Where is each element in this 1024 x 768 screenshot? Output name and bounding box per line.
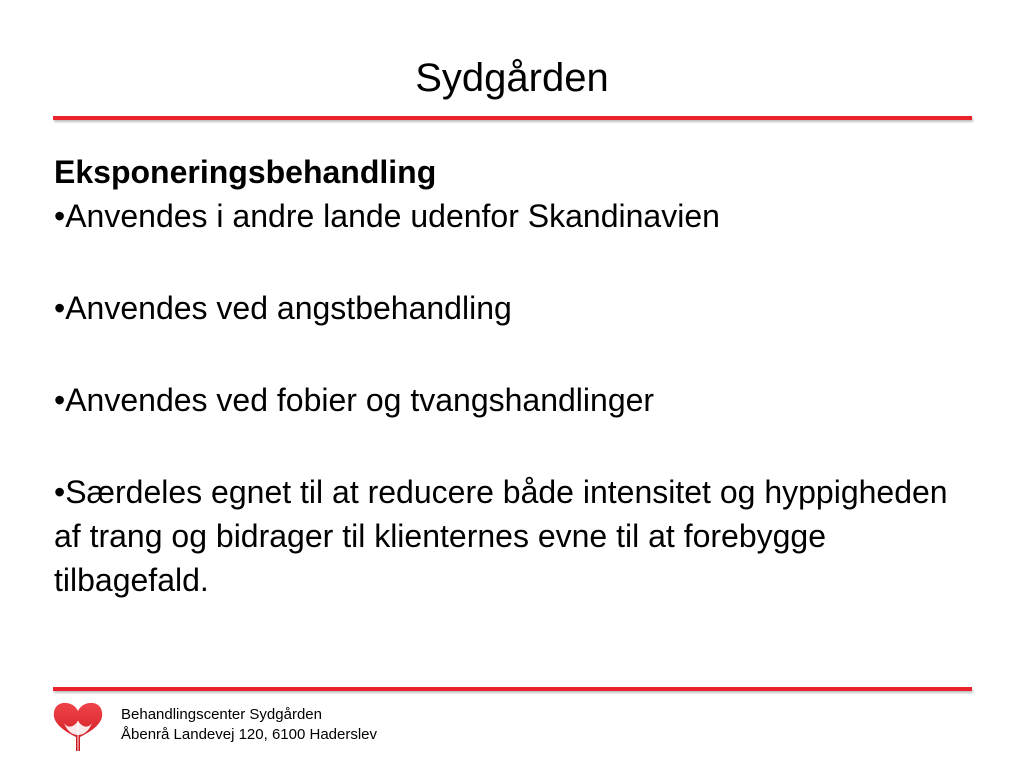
heart-logo-icon xyxy=(50,697,106,753)
bullet-item: •Særdeles egnet til at reducere både intensitet og hyppigheden af trang og bidrager til klienternes evne til at forebygge tilbagefald. xyxy=(54,474,948,598)
bullet-item: •Anvendes ved fobier og tvangshandlinger xyxy=(54,382,655,418)
footer xyxy=(121,705,377,745)
bullet-item: •Anvendes ved angstbehandling xyxy=(54,290,512,326)
footer-name: Behandlingscenter Sydgården xyxy=(121,706,322,723)
bullet-item: •Anvendes i andre lande udenfor Skandinavien xyxy=(54,198,720,234)
top-divider xyxy=(53,116,972,120)
slide-title: Sydgården xyxy=(415,56,609,100)
footer-address: Åbenrå Landevej 120, 6100 Haderslev xyxy=(121,726,378,743)
slide-content xyxy=(54,150,954,602)
content-heading: Eksponeringsbehandling xyxy=(54,154,437,190)
bottom-divider xyxy=(53,687,972,691)
